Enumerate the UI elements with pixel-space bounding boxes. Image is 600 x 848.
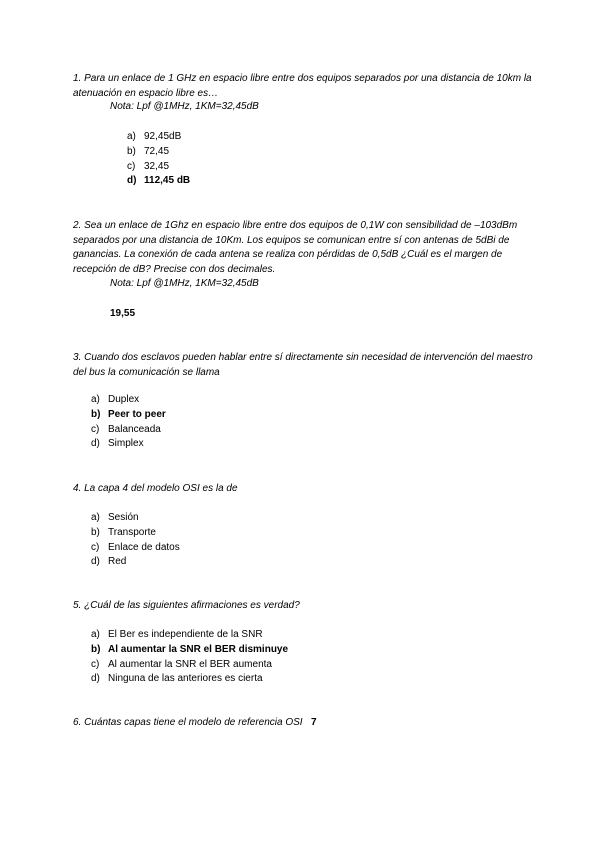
option-letter: d): [91, 556, 100, 568]
question-1-options: [127, 130, 190, 189]
option-a: [91, 628, 288, 643]
option-d: [91, 555, 180, 570]
option-letter: c): [91, 541, 100, 553]
option-d-correct: [127, 174, 190, 189]
option-a: [91, 511, 180, 526]
option-letter: a): [91, 629, 100, 640]
question-5: [73, 599, 533, 614]
option-text: Ninguna de las anteriores es cierta: [108, 673, 263, 685]
option-c: [91, 658, 288, 673]
question-1: [73, 72, 533, 101]
question-3-options: [91, 393, 166, 452]
option-text: Duplex: [108, 394, 140, 405]
question-2-text: 2. Sea un enlace de 1Ghz en espacio libre entre dos equipos de 0,1W con sensibilidad de –103dBm separados por una distancia de 10Km. Los equipos se comunican entre sí con antenas de 5dBi de ganancias. La conexión de cada antena se realiza con pérdidas de 0,5dB ¿Cuál es el margen de recepción de dB? Precise con dos decimales.: [73, 220, 518, 275]
option-a: [91, 393, 166, 408]
option-text: El Ber es independiente de la SNR: [108, 629, 263, 640]
option-text: Al aumentar la SNR el BER aumenta: [108, 658, 272, 670]
option-letter: a): [127, 131, 136, 142]
option-b: [91, 526, 180, 541]
question-6-answer: 7: [310, 717, 317, 728]
option-letter: b): [91, 643, 101, 655]
option-letter: c): [127, 160, 136, 172]
option-text: Red: [108, 556, 127, 568]
option-text: Enlace de datos: [108, 541, 180, 553]
option-b-correct: [91, 408, 166, 423]
question-5-text: 5. ¿Cuál de las siguientes afirmaciones es verdad?: [73, 600, 300, 611]
question-2: [73, 219, 533, 277]
option-b-correct: [91, 643, 288, 658]
question-6: [73, 716, 533, 731]
option-text: 72,45: [144, 145, 170, 157]
question-3-text: 3. Cuando dos esclavos pueden hablar entre sí directamente sin necesidad de intervención del maestro del bus la comunicación se llama: [73, 352, 533, 378]
option-letter: a): [91, 394, 100, 405]
option-text: Transporte: [108, 526, 156, 538]
question-2-note: Nota: Lpf @1MHz, 1KM=32,45dB: [110, 278, 259, 289]
option-b: [127, 145, 190, 160]
option-c: [127, 160, 190, 175]
option-letter: d): [91, 673, 100, 685]
option-text: Sesión: [108, 512, 139, 523]
option-letter: d): [127, 175, 137, 187]
question-5-options: [91, 628, 288, 687]
option-letter: c): [91, 423, 100, 435]
option-d: [91, 437, 166, 452]
option-letter: c): [91, 658, 100, 670]
option-text: 32,45: [144, 160, 170, 172]
question-1-text: 1. Para un enlace de 1 GHz en espacio libre entre dos equipos separados por una distancia de 10km la atenuación en espacio libre es…: [73, 73, 532, 99]
option-letter: b): [91, 526, 100, 538]
option-d: [91, 672, 288, 687]
question-3: [73, 351, 533, 380]
option-letter: b): [91, 408, 101, 420]
option-c: [91, 541, 180, 556]
option-text: Al aumentar la SNR el BER disminuye: [108, 643, 289, 655]
question-2-answer: 19,55: [110, 308, 136, 319]
option-c: [91, 423, 166, 438]
option-text: Simplex: [108, 438, 144, 450]
question-4: [73, 482, 533, 497]
option-text: 92,45dB: [144, 131, 182, 142]
question-4-text: 4. La capa 4 del modelo OSI es la de: [73, 483, 238, 494]
option-letter: a): [91, 512, 100, 523]
option-text: Peer to peer: [108, 408, 166, 420]
option-text: Balanceada: [108, 423, 161, 435]
option-text: 112,45 dB: [144, 175, 191, 187]
question-6-text: [73, 716, 533, 731]
question-6-prompt: 6. Cuántas capas tiene el modelo de referencia OSI: [73, 717, 303, 728]
option-a: [127, 130, 190, 145]
question-4-options: [91, 511, 180, 570]
option-letter: b): [127, 145, 136, 157]
option-letter: d): [91, 438, 100, 450]
question-1-note: Nota: Lpf @1MHz, 1KM=32,45dB: [110, 101, 259, 112]
